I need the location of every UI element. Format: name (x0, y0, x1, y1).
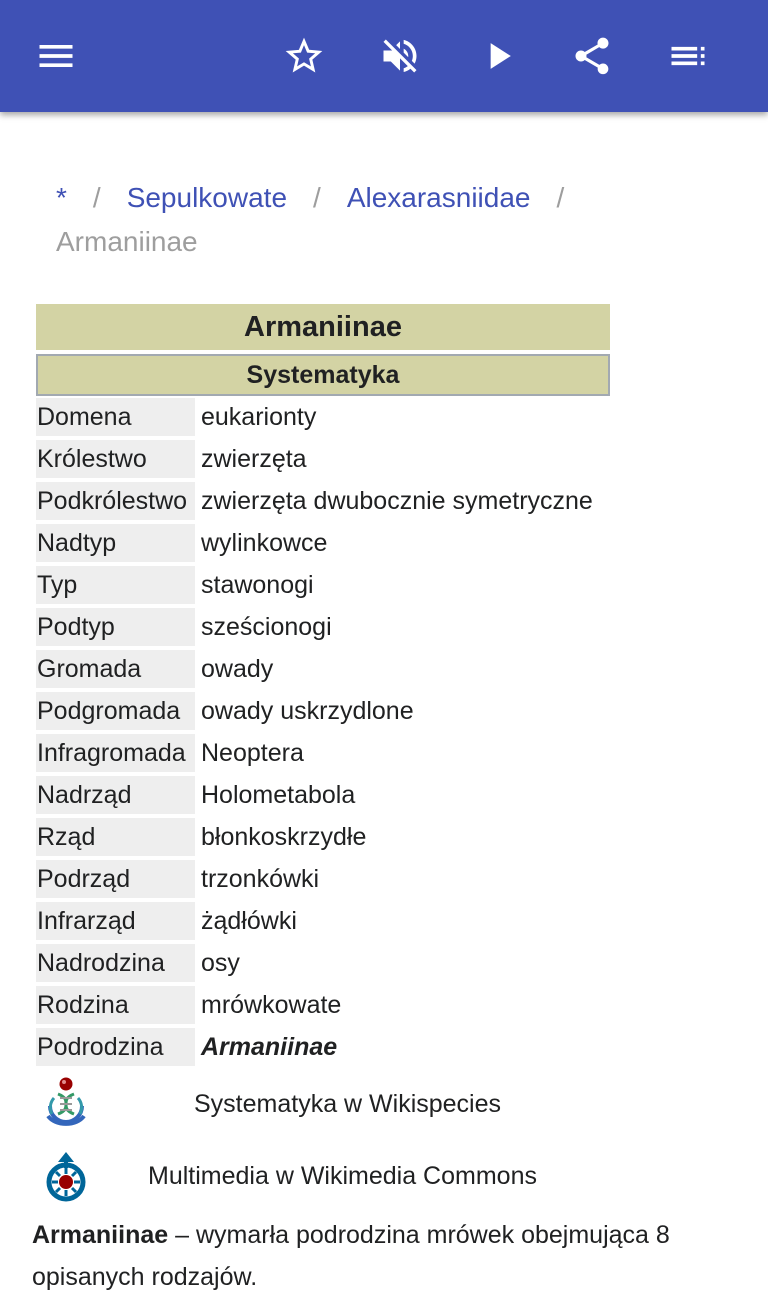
rank-label: Nadrząd (36, 776, 195, 814)
table-row (36, 860, 610, 898)
intro-text: – wymarła podrodzina mrówek obejmująca 8 opisanych rodzajów. (32, 1221, 670, 1291)
table-row (36, 902, 610, 940)
rank-label: Infrarząd (36, 902, 195, 940)
table-row (36, 650, 610, 688)
breadcrumb-link-sepulkowate[interactable]: Sepulkowate (126, 182, 288, 213)
table-row (36, 986, 610, 1024)
rank-label: Nadtyp (36, 524, 195, 562)
rank-value-link[interactable]: Neoptera (201, 739, 304, 767)
rank-value-link[interactable]: osy (201, 949, 240, 977)
taxobox-rows (36, 398, 610, 1066)
rank-label: Gromada (36, 650, 195, 688)
rank-value-link[interactable]: Holometabola (201, 781, 356, 809)
intro-paragraph (32, 1214, 732, 1298)
rank-label: Podtyp (36, 608, 195, 646)
rank-label: Rząd (36, 818, 195, 856)
rank-value-link[interactable]: eukarionty (201, 403, 317, 431)
mute-button[interactable] (372, 28, 428, 84)
volume-off-icon (378, 34, 422, 78)
breadcrumb-separator: / (556, 182, 565, 213)
rank-label: Podrodzina (36, 1028, 195, 1066)
play-icon (476, 34, 520, 78)
table-row (36, 818, 610, 856)
rank-label: Królestwo (36, 440, 195, 478)
rank-value-link[interactable]: zwierzęta (201, 445, 307, 473)
rank-value-link[interactable]: sześcionogi (201, 613, 332, 641)
rank-value-link[interactable]: owady (201, 655, 274, 683)
commons-row (36, 1146, 610, 1206)
wikimedia-commons-icon (40, 1148, 92, 1204)
menu-button[interactable] (28, 28, 84, 84)
wikispecies-row (36, 1074, 610, 1134)
rank-value-current: Armaniinae (201, 1033, 338, 1061)
commons-link[interactable]: Multimedia w Wikimedia Commons (148, 1162, 537, 1190)
rank-label: Podgromada (36, 692, 195, 730)
rank-value-link[interactable]: zwierzęta dwubocznie symetryczne (201, 487, 593, 515)
breadcrumb-root-link[interactable]: * (56, 182, 67, 213)
intro-term: Armaniinae (32, 1221, 169, 1249)
breadcrumb-current: Armaniinae (56, 226, 198, 257)
wikispecies-icon (40, 1076, 92, 1132)
table-row (36, 1028, 610, 1066)
play-button[interactable] (470, 28, 526, 84)
share-icon (570, 34, 614, 78)
wikispecies-link[interactable]: Systematyka w Wikispecies (194, 1090, 502, 1118)
rank-value-link[interactable]: mrówkowate (201, 991, 342, 1019)
rank-label: Nadrodzina (36, 944, 195, 982)
star-icon (282, 34, 326, 78)
rank-value-link[interactable]: trzonkówki (201, 865, 320, 893)
taxobox-section-header: Systematyka (36, 354, 610, 396)
rank-value-link[interactable]: owady uskrzydlone (201, 697, 414, 725)
breadcrumb (56, 176, 736, 264)
rank-value-link[interactable]: żądłówki (201, 907, 297, 935)
table-row (36, 566, 610, 604)
rank-label: Infragromada (36, 734, 195, 772)
rank-value-link[interactable]: błonkoskrzydłe (201, 823, 367, 851)
table-row (36, 734, 610, 772)
app-toolbar (0, 0, 768, 112)
taxobox (36, 304, 610, 1070)
table-row (36, 482, 610, 520)
toc-button[interactable] (660, 28, 716, 84)
bookmark-button[interactable] (276, 28, 332, 84)
table-row (36, 608, 610, 646)
table-row (36, 524, 610, 562)
table-row (36, 398, 610, 436)
breadcrumb-separator: / (313, 182, 321, 213)
list-icon (666, 34, 710, 78)
rank-value-link[interactable]: wylinkowce (201, 529, 328, 557)
breadcrumb-link-alexarasniidae[interactable]: Alexarasniidae (346, 182, 531, 213)
taxobox-title: Armaniinae (36, 304, 610, 350)
rank-label: Typ (36, 566, 195, 604)
table-row (36, 776, 610, 814)
table-row (36, 944, 610, 982)
share-button[interactable] (564, 28, 620, 84)
menu-icon (34, 34, 78, 78)
rank-label: Domena (36, 398, 195, 436)
table-row (36, 692, 610, 730)
table-row (36, 440, 610, 478)
rank-label: Podrząd (36, 860, 195, 898)
breadcrumb-separator: / (92, 182, 101, 213)
rank-label: Podkrólestwo (36, 482, 195, 520)
rank-value-link[interactable]: stawonogi (201, 571, 314, 599)
rank-label: Rodzina (36, 986, 195, 1024)
